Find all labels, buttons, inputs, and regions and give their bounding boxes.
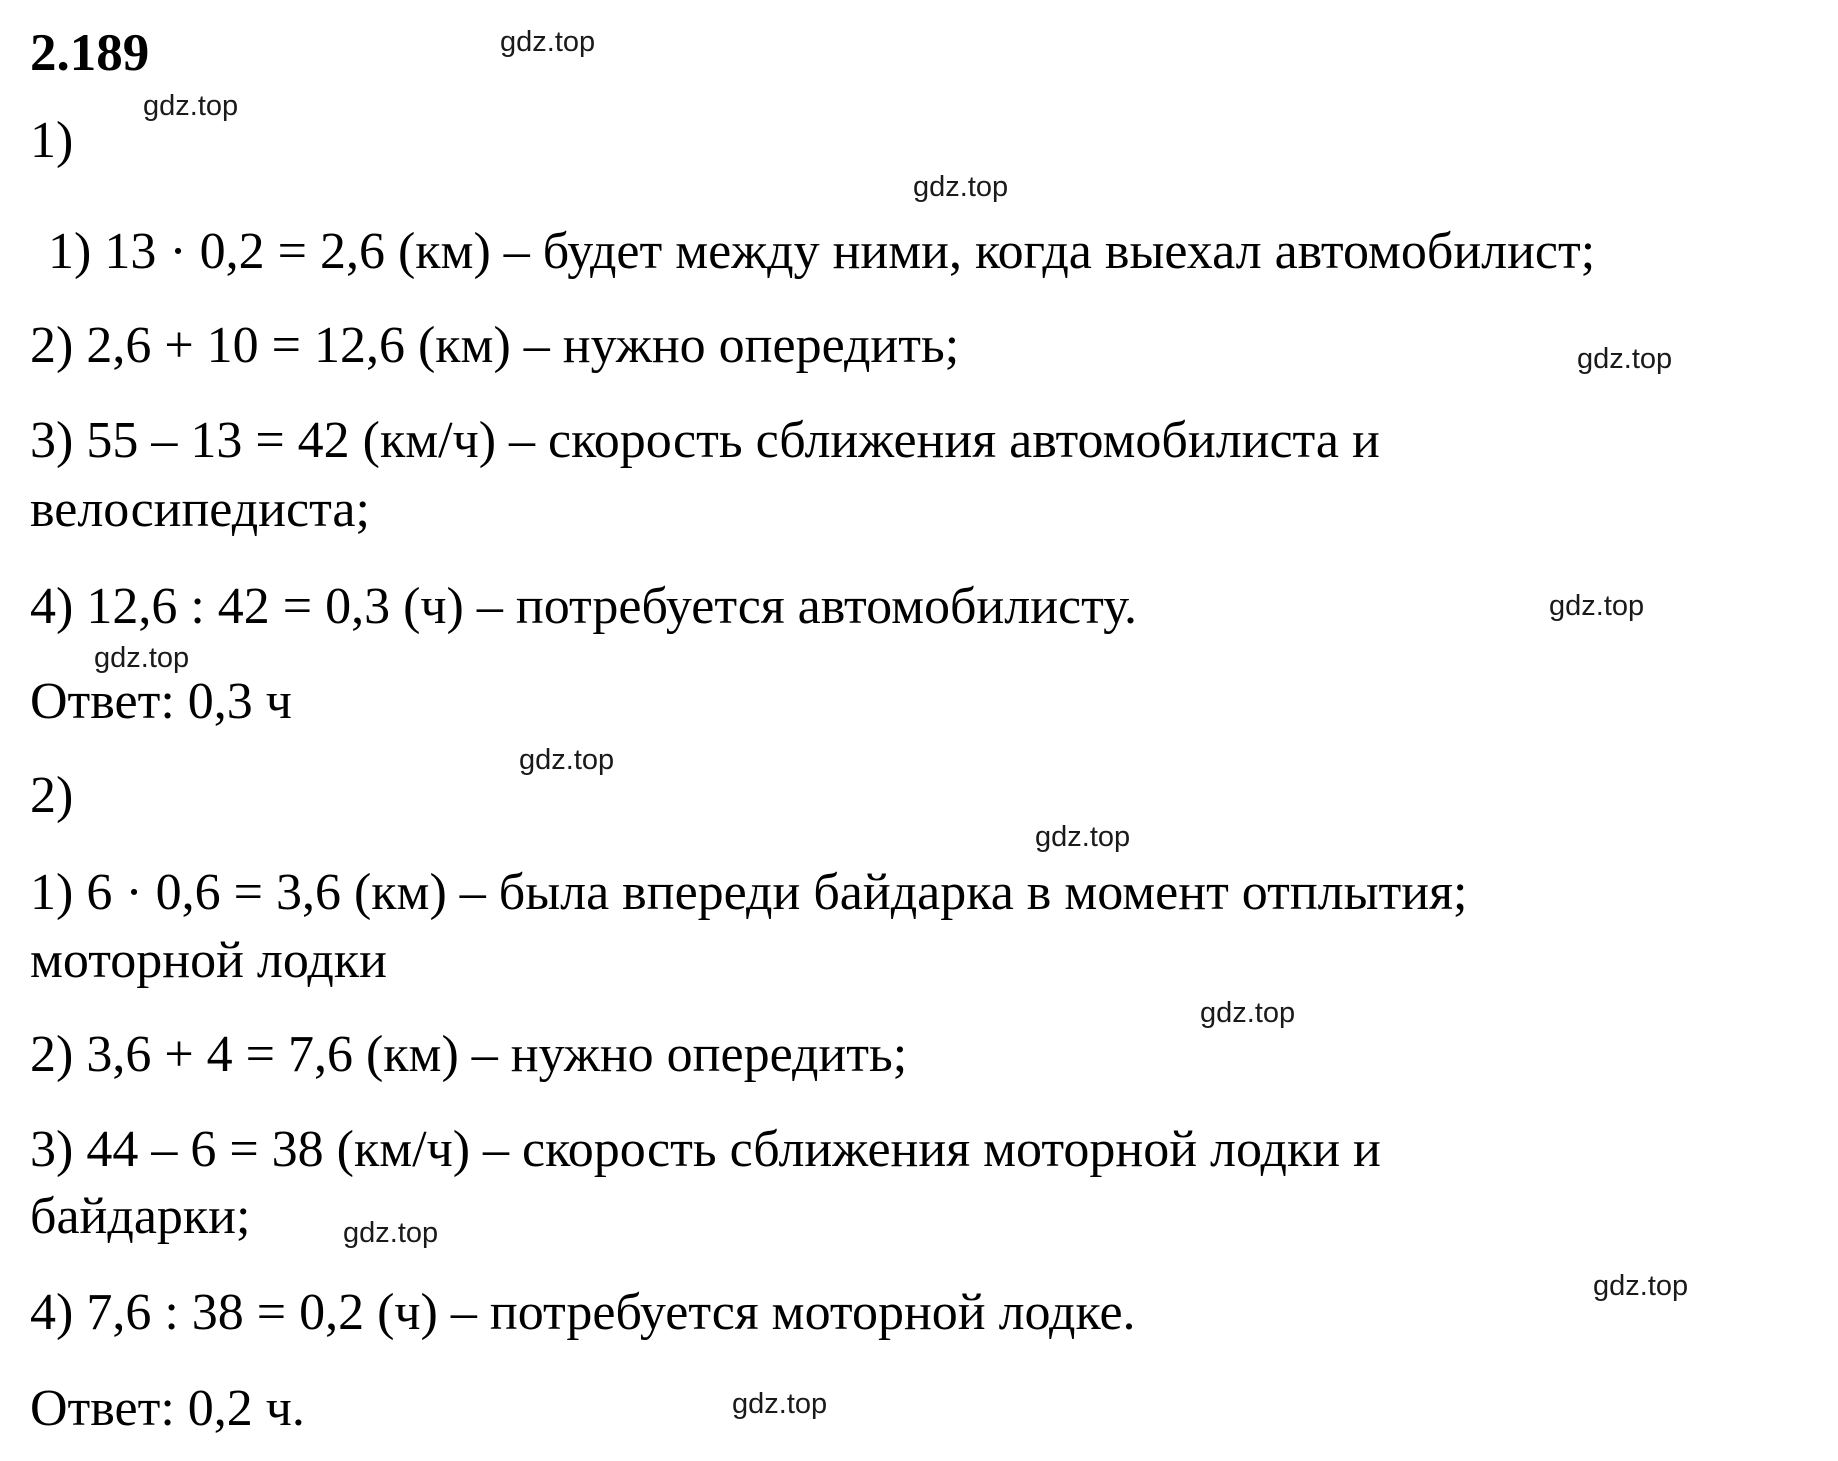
- watermark: gdz.top: [1200, 997, 1296, 1029]
- part-2-label: 2): [30, 767, 74, 824]
- part-1-step-1: 1) 13 · 0,2 = 2,6 (км) – будет между ними, когда выехал автомобилист;: [48, 223, 1596, 280]
- part-2-step-1: 1) 6 · 0,6 = 3,6 (км) – была впереди байдарка в момент отплытия;: [30, 864, 1468, 921]
- part-1-step-3-continued: велосипедиста;: [30, 481, 370, 538]
- part-2-step-2: 2) 3,6 + 4 = 7,6 (км) – нужно опередить;: [30, 1026, 908, 1083]
- part-1-step-3: 3) 55 – 13 = 42 (км/ч) – скорость сближения автомобилиста и: [30, 412, 1380, 469]
- part-1-step-2: 2) 2,6 + 10 = 12,6 (км) – нужно опередить;: [30, 317, 960, 374]
- watermark: gdz.top: [143, 90, 239, 122]
- watermark: gdz.top: [1549, 590, 1645, 622]
- part-2-step-4: 4) 7,6 : 38 = 0,2 (ч) – потребуется моторной лодке.: [30, 1284, 1136, 1341]
- watermark: gdz.top: [1577, 343, 1673, 375]
- part-2-step-3-continued: байдарки;: [30, 1188, 251, 1245]
- part-1-answer: Ответ: 0,3 ч: [30, 673, 292, 730]
- part-2-step-3: 3) 44 – 6 = 38 (км/ч) – скорость сближения моторной лодки и: [30, 1121, 1381, 1178]
- part-1-label: 1): [30, 112, 74, 169]
- watermark: gdz.top: [913, 171, 1009, 203]
- watermark: gdz.top: [94, 642, 190, 674]
- part-1-step-4: 4) 12,6 : 42 = 0,3 (ч) – потребуется автомобилисту.: [30, 578, 1137, 635]
- watermark: gdz.top: [1035, 821, 1131, 853]
- watermark: gdz.top: [343, 1217, 439, 1249]
- watermark: gdz.top: [1593, 1270, 1689, 1302]
- problem-number: 2.189: [30, 24, 150, 82]
- watermark: gdz.top: [519, 744, 615, 776]
- watermark: gdz.top: [500, 26, 596, 58]
- part-2-step-1-continued: моторной лодки: [30, 932, 387, 989]
- part-2-answer: Ответ: 0,2 ч.: [30, 1380, 305, 1437]
- watermark: gdz.top: [732, 1388, 828, 1420]
